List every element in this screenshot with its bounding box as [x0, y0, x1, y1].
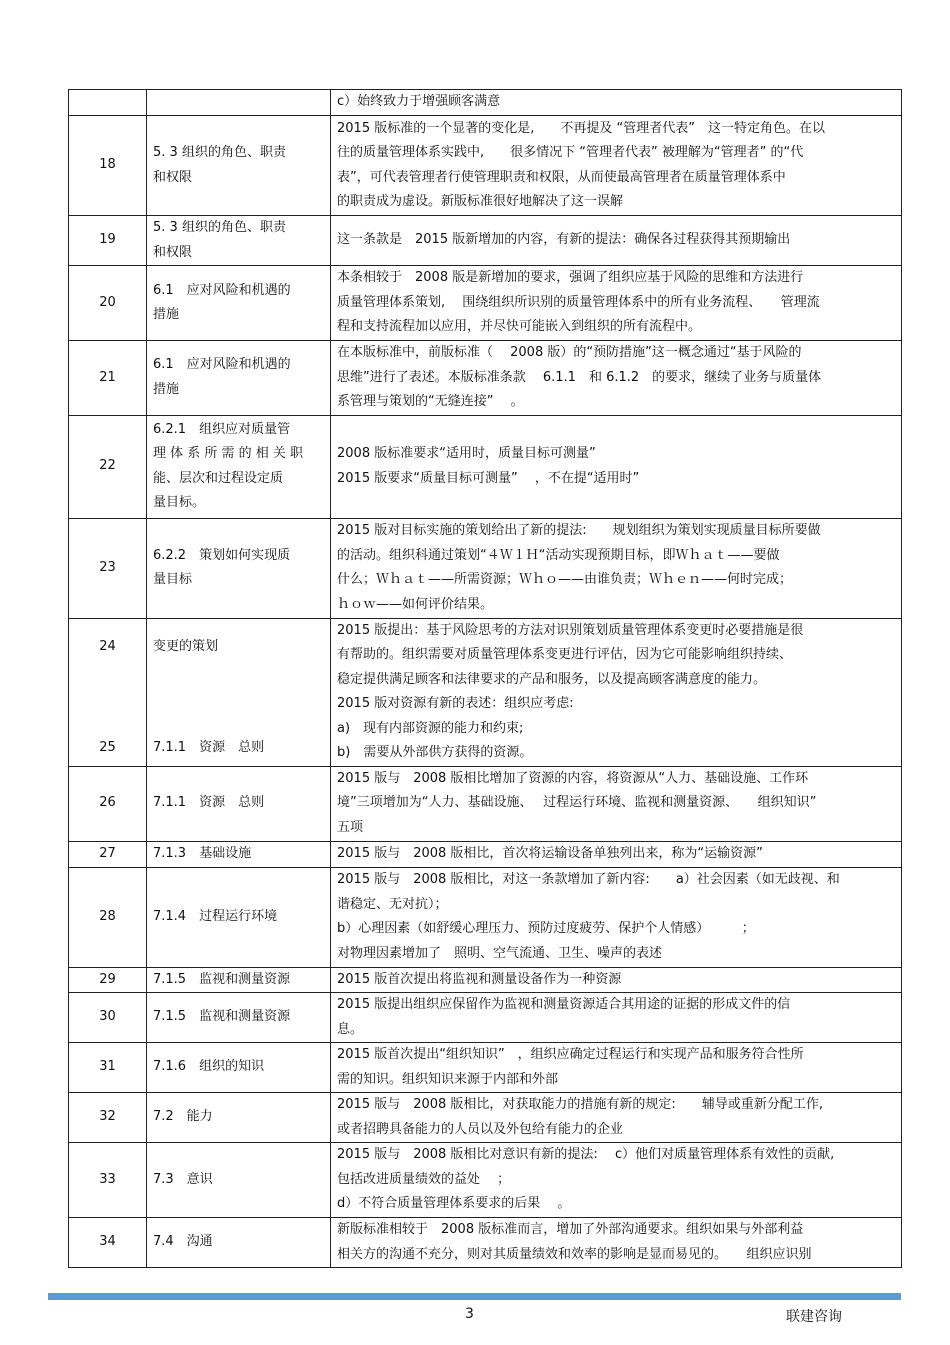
text-line: 7.1.3 基础设施 — [153, 845, 252, 861]
clause-cell — [147, 90, 331, 116]
text-line: 五项 — [337, 819, 364, 835]
text-line: 措施 — [153, 381, 180, 397]
text-line: 7.1.1 资源 总则 — [153, 739, 265, 755]
text-line: 本条相较于 2008 版是新增加的要求，强调了组织应基于风险的思维和方法进行 — [337, 270, 804, 286]
table-row — [69, 415, 902, 518]
row-number-first: 24 — [99, 639, 116, 654]
text-line: 2015 版要求“质量目标可测量” ，不在提“适用时” — [337, 470, 640, 486]
clause-cell — [147, 967, 331, 993]
row-number-second: 25 — [99, 739, 116, 755]
text-line: 2008 版标准要求“适用时，质量目标可测量” — [337, 446, 596, 461]
text-line: 或者招聘具备能力的人员以及外包给有能力的企业 — [337, 1121, 624, 1137]
description-cell — [331, 1143, 902, 1218]
text-line: 和权限 — [153, 169, 193, 185]
text-line: b) 需要从外部供方获得的资源。 — [337, 745, 533, 760]
footer-bar — [48, 1293, 901, 1300]
description-cell — [331, 266, 902, 341]
text-line: ｈｏｗ——如何评价结果。 — [337, 596, 494, 612]
clause-cell — [147, 1093, 331, 1143]
comparison-table — [68, 89, 902, 1268]
table-row — [69, 1218, 902, 1268]
table-row — [69, 867, 902, 967]
text-line: 5. 3 组织的角色、职责 — [153, 145, 286, 160]
text-line: 7.1.4 过程运行环境 — [153, 908, 278, 924]
text-line: 变更的策划 — [153, 639, 219, 654]
row-number: 34 — [69, 1218, 147, 1268]
description-cell — [331, 841, 902, 867]
row-number: 33 — [69, 1143, 147, 1218]
description-cell — [331, 341, 902, 416]
row-number: 30 — [69, 993, 147, 1043]
table-row — [69, 116, 902, 216]
description-cell — [331, 766, 902, 841]
row-number — [69, 90, 147, 116]
description-cell — [331, 993, 902, 1043]
text-line: 新版标准相较于 2008 版标准而言，增加了外部沟通要求。组织如果与外部利益 — [337, 1222, 804, 1237]
row-number: 27 — [69, 841, 147, 867]
clause-cell — [147, 1143, 331, 1218]
text-line: 表”，可代表管理者行使管理职责和权限，从而使最高管理者在质量管理体系中 — [337, 169, 786, 185]
text-line: 6.2.2 策划如何实现质 — [153, 547, 291, 563]
text-line: 2015 版标准的一个显著的变化是, 不再提及 “管理者代表” 这一特定角色。在以 — [337, 120, 825, 136]
text-line: 和权限 — [153, 244, 193, 260]
description-cell — [331, 216, 902, 266]
text-line: 2015 版与 2008 版相比，对获取能力的措施有新的规定: 辅导或重新分配工作, — [337, 1097, 823, 1112]
table-row — [69, 1093, 902, 1143]
text-line: 程和支持流程加以应用，并尽快可能嵌入到组织的所有流程中。 — [337, 319, 702, 335]
text-line: 2015 版与 2008 版相比，对这一条款增加了新内容: a）社会因素（如无歧视、和 — [337, 872, 840, 887]
text-line: 6.2.1 组织应对质量管 — [153, 421, 291, 437]
page-number: 3 — [465, 1306, 474, 1322]
clause-cell — [147, 1043, 331, 1093]
text-line: 系管理与策划的“无缝连接” 。 — [337, 394, 524, 409]
text-line: 的职责成为虚设。新版标准很好地解决了这一误解 — [337, 194, 624, 209]
text-line: 思维”进行了表述。本版标准条款 6.1.1 和 6.1.2 的要求，继续了业务与质量体 — [337, 369, 822, 385]
text-line: 2015 版与 2008 版相比增加了资源的内容，将资源从“人力、基础设施、工作环 — [337, 770, 809, 786]
table-row — [69, 518, 902, 618]
text-line: a) 现有内部资源的能力和约束; — [337, 720, 524, 736]
row-number: 29 — [69, 967, 147, 993]
text-line: 稳定提供满足顾客和法律要求的产品和服务，以及提高顾客满意度的能力。 — [337, 671, 767, 687]
row-number: 31 — [69, 1043, 147, 1093]
text-line: 2015 版与 2008 版相比，首次将运输设备单独列出来，称为“运输资源” — [337, 845, 763, 861]
row-number: 21 — [69, 341, 147, 416]
row-number: 19 — [69, 216, 147, 266]
text-line: 包括改进质量绩效的益处 ； — [337, 1171, 511, 1187]
text-line: 境”三项增加为“人力、基础设施、 过程运行环境、监视和测量资源、 组织知识” — [337, 795, 817, 811]
text-line: 7.2 能力 — [153, 1109, 213, 1125]
description-cell — [331, 1043, 902, 1093]
text-line: 5. 3 组织的角色、职责 — [153, 220, 286, 235]
row-number: 23 — [69, 518, 147, 618]
table-row — [69, 766, 902, 841]
row-number: 18 — [69, 116, 147, 216]
text-line: 在本版标准中，前版标准（ 2008 版）的“预防措施”这一概念通过“基于风险的 — [337, 345, 802, 360]
text-line: 2015 版首次提出将监视和测量设备作为一种资源 — [337, 971, 622, 987]
text-line: 能、层次和过程设定质 — [153, 470, 284, 486]
table-row — [69, 993, 902, 1043]
clause-cell — [147, 841, 331, 867]
table-body — [69, 90, 902, 1268]
text-line: 2015 版对资源有新的表述：组织应考虑: — [337, 696, 574, 711]
description-cell — [331, 967, 902, 993]
clause-cell — [147, 518, 331, 618]
text-line: 量目标。 — [153, 495, 206, 510]
text-line: 相关方的沟通不充分，则对其质量绩效和效率的影响是显而易见的。 组织应识别 — [337, 1246, 812, 1262]
text-line: 2015 版首次提出“组织知识” ，组织应确定过程运行和实现产品和服务符合性所 — [337, 1047, 804, 1062]
text-line: 2015 版与 2008 版相比对意识有新的提法: c）他们对质量管理体系有效性的贡献, — [337, 1147, 835, 1163]
table-row — [69, 841, 902, 867]
row-number: 26 — [69, 766, 147, 841]
description-cell — [331, 618, 902, 766]
table-row — [69, 341, 902, 416]
text-line: 息。 — [337, 1021, 364, 1037]
clause-cell — [147, 415, 331, 518]
table-row — [69, 90, 902, 116]
company-name: 联建咨询 — [786, 1309, 842, 1325]
text-line: 什么；Ｗｈａｔ——所需资源；Ｗｈｏ——由谁负责；Ｗｈｅｎ——何时完成； — [337, 572, 793, 587]
clause-cell — [147, 766, 331, 841]
description-cell — [331, 1218, 902, 1268]
text-line: 7.1.5 监视和测量资源 — [153, 971, 291, 987]
text-line: 有帮助的。组织需要对质量管理体系变更进行评估，因为它可能影响组织持续、 — [337, 647, 793, 662]
clause-cell — [147, 341, 331, 416]
text-line: 6.1 应对风险和机遇的 — [153, 282, 291, 298]
text-line: 谐稳定、无对抗）； — [337, 896, 448, 912]
text-line: 措施 — [153, 307, 180, 322]
clause-cell — [147, 266, 331, 341]
text-line: 6.1 应对风险和机遇的 — [153, 357, 291, 373]
clause-cell — [147, 116, 331, 216]
text-line: 7.1.5 监视和测量资源 — [153, 1009, 291, 1025]
clause-cell — [147, 867, 331, 967]
text-line: 2015 版对目标实施的策划给出了新的提法: 规划组织为策划实现质量目标所要做 — [337, 523, 821, 538]
table-row — [69, 1143, 902, 1218]
row-number: 28 — [69, 867, 147, 967]
table-row — [69, 618, 902, 766]
text-line: 对物理因素增加了 照明、空气流通、卫生、噪声的表述 — [337, 945, 663, 961]
clause-cell — [147, 993, 331, 1043]
text-line: 往的质量管理体系实践中, 很多情况下 “管理者代表” 被理解为“管理者” 的“代 — [337, 145, 804, 160]
description-cell — [331, 415, 902, 518]
text-line: 7.1.1 资源 总则 — [153, 795, 265, 811]
clause-cell — [147, 618, 331, 766]
text-line: b）心理因素（如舒缓心理压力、预防过度疲劳、保护个人情感） ； — [337, 921, 755, 936]
row-number: 20 — [69, 266, 147, 341]
text-line: 2015 版提出：基于风险思考的方法对识别策划质量管理体系变更时必要措施是很 — [337, 622, 804, 638]
text-line: 7.1.6 组织的知识 — [153, 1059, 265, 1075]
text-line: d）不符合质量管理体系要求的后果 。 — [337, 1196, 571, 1212]
table-row — [69, 1043, 902, 1093]
text-line: 2015 版提出组织应保留作为监视和测量资源适合其用途的证据的形成文件的信 — [337, 997, 791, 1012]
description-cell — [331, 867, 902, 967]
text-line: 7.3 意识 — [153, 1171, 213, 1187]
table-row — [69, 967, 902, 993]
text-line: c）始终致力于增强顾客满意 — [337, 94, 501, 110]
table-row — [69, 216, 902, 266]
text-line: 量目标 — [153, 572, 193, 587]
clause-cell — [147, 216, 331, 266]
table-row — [69, 266, 902, 341]
clause-cell — [147, 1218, 331, 1268]
description-cell — [331, 116, 902, 216]
text-line: 理 体 系 所 需 的 相 关 职 — [153, 446, 304, 461]
description-cell — [331, 518, 902, 618]
description-cell — [331, 1093, 902, 1143]
text-line: 的活动。组织科通过策划“４Ｗ１Ｈ“活动实现预期目标，即Ｗｈａｔ——要做 — [337, 547, 780, 563]
row-number: 32 — [69, 1093, 147, 1143]
description-cell — [331, 90, 902, 116]
text-line: 7.4 沟通 — [153, 1234, 213, 1250]
row-number — [69, 618, 147, 766]
text-line: 需的知识。组织知识来源于内部和外部 — [337, 1071, 559, 1087]
row-number: 22 — [69, 415, 147, 518]
text-line: 这一条款是 2015 版新增加的内容，有新的提法：确保各过程获得其预期输出 — [337, 232, 791, 248]
text-line: 质量管理体系策划, 围绕组织所识别的质量管理体系中的所有业务流程、 管理流 — [337, 294, 820, 310]
